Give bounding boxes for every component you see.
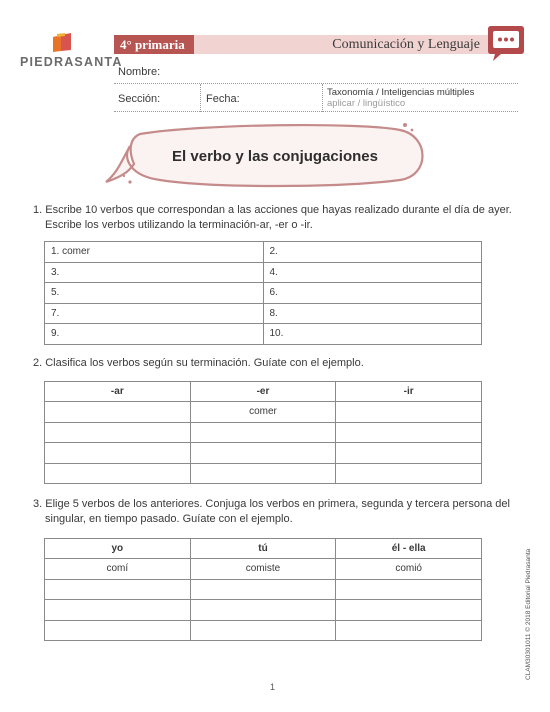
table-row [45,242,482,263]
table-cell[interactable]: 1. comer [45,242,264,263]
table-row [45,262,482,283]
section-label: Sección: [118,93,161,105]
field-divider [322,84,323,112]
table-row [45,600,482,621]
table-cell[interactable] [45,422,191,443]
column-header: él - ella [336,539,482,559]
taxonomy-values: aplicar / lingüístico [327,98,406,109]
table-row [45,324,482,345]
name-line[interactable] [114,83,518,84]
piedrasanta-logo-icon [51,33,73,53]
table-cell[interactable] [190,463,336,484]
table-cell[interactable] [45,402,191,423]
side-copyright: CLAM30301011 © 2018 Editorial Piedrasanta [525,548,532,680]
brand-name: PIEDRASANTA [20,55,123,69]
table-cell[interactable] [336,463,482,484]
table-row [45,303,482,324]
exercise1-table [44,241,482,345]
table-row [45,463,482,484]
column-header: -er [190,382,336,402]
name-label: Nombre: [118,66,161,78]
subject-title: Comunicación y Lenguaje [332,37,480,52]
table-cell[interactable]: comiste [190,559,336,580]
table-cell[interactable]: 7. [45,303,264,324]
table-row [45,283,482,304]
table-header-row [45,382,482,402]
table-row [45,422,482,443]
taxonomy-title: Taxonomía / Inteligencias múltiples [327,87,475,98]
table-row [45,559,482,580]
table-cell[interactable]: comió [336,559,482,580]
table-cell[interactable]: 10. [263,324,482,345]
table-cell[interactable] [336,443,482,464]
column-header: -ir [336,382,482,402]
table-cell[interactable] [336,579,482,600]
exercise1-prompt: 1. Escribe 10 verbos que correspondan a las acciones que hayas realizado durante el día de ayer. [33,204,512,216]
worksheet-title: El verbo y las conjugaciones [172,148,378,165]
table-cell[interactable] [45,620,191,641]
column-header: -ar [45,382,191,402]
exercise2-prompt: 2. Clasifica los verbos según su terminación. Guíate con el ejemplo. [33,357,364,369]
table-cell[interactable] [190,600,336,621]
table-row [45,402,482,423]
table-row [45,579,482,600]
field-divider [200,84,201,112]
page-number: 1 [270,682,276,692]
exercise2-table [44,381,482,484]
section-line [114,111,518,112]
table-cell[interactable] [336,402,482,423]
table-cell[interactable]: 6. [263,283,482,304]
table-row [45,443,482,464]
column-header: yo [45,539,191,559]
exercise3-table [44,538,482,641]
table-cell[interactable]: 9. [45,324,264,345]
exercise1-prompt-cont: Escribe los verbos utilizando la terminación-ar, -er o -ir. [45,219,313,231]
table-cell[interactable]: comí [45,559,191,580]
date-label: Fecha: [206,93,240,105]
table-cell[interactable]: 4. [263,262,482,283]
table-cell[interactable]: 3. [45,262,264,283]
table-cell[interactable]: 8. [263,303,482,324]
table-cell[interactable] [190,422,336,443]
speech-bubble-icon [487,23,525,63]
table-header-row [45,539,482,559]
table-cell[interactable] [45,600,191,621]
table-row [45,620,482,641]
table-cell[interactable]: comer [190,402,336,423]
table-cell[interactable] [190,443,336,464]
exercise3-prompt-cont: singular, en tiempo pasado. Guíate con el ejemplo. [45,513,293,525]
grade-label: 4° primaria [114,35,194,54]
table-cell[interactable] [336,422,482,443]
table-cell[interactable] [45,443,191,464]
exercise3-prompt: 3. Elige 5 verbos de los anteriores. Conjuga los verbos en primera, segunda y tercera persona del [33,498,510,510]
table-cell[interactable] [190,620,336,641]
table-cell[interactable] [45,579,191,600]
table-cell[interactable] [336,620,482,641]
column-header: tú [190,539,336,559]
table-cell[interactable] [45,463,191,484]
table-cell[interactable] [336,600,482,621]
table-cell[interactable]: 5. [45,283,264,304]
table-cell[interactable] [190,579,336,600]
table-cell[interactable]: 2. [263,242,482,263]
